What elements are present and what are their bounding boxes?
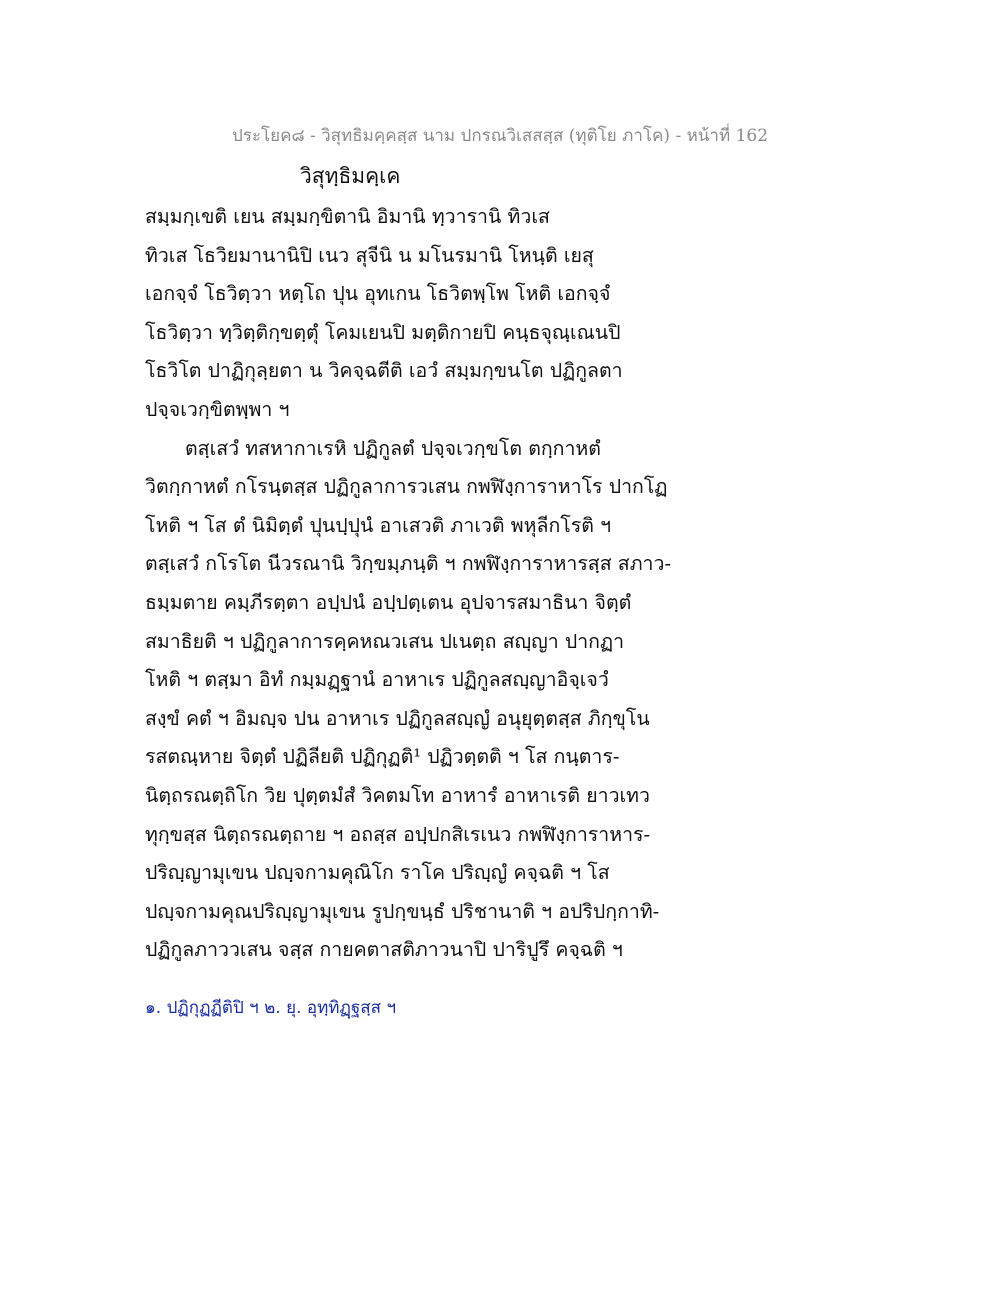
text-line: สมฺมกฺเขติ เยน สมฺมกฺขิตานิ อิมานิ ทฺวารานิ ทิวเส: [145, 205, 550, 228]
text-line: ทุกฺขสฺส นิตฺถรณตฺถาย ฯ อถสฺส อปฺปกสิเรเนว กพฬิงฺการาหาร-: [145, 822, 651, 846]
text-line: เอกจฺจํ โธวิตฺวา หตฺโถ ปุน อุทเกน โธวิตพฺโพ โหติ เอกจฺจํ: [145, 282, 611, 306]
text-line: ปฏิกูลภาววเสน จสฺส กายคตาสติภาวนาปิ ปาริปูรึ คจฺฉติ ฯ: [145, 938, 623, 962]
paragraph-1: [145, 198, 705, 430]
text-line: โธวิโต ปาฏิกุลฺยตา น วิคจฺฉตีติ เอวํ สมฺมกฺขนโต ปฏิกูลตา: [145, 359, 623, 383]
text-line: วิตกฺกาหตํ กโรนฺตสฺส ปฏิกูลาการวเสน กพฬิงฺการาหาโร ปากโฏ: [145, 475, 668, 499]
text-line: ตสฺเสวํ กโรโต นีวรณานิ วิกฺขมฺภนฺติ ฯ กพฬิงฺการาหารสฺส สภาว-: [145, 552, 672, 576]
footnote: ๑. ปฏิกุฏฏีติปิ ฯ ๒. ยุ. อุทฺทิฏฺฐสฺส ฯ: [145, 998, 397, 1018]
text-line: ทิวเส โธวิยมานานิปิ เนว สุจีนิ น มโนรมานิ โหนฺติ เยสุ: [145, 243, 594, 267]
section-title: วิสุทฺธิมคฺเค: [300, 164, 401, 188]
text-line: ธมฺมตาย คมฺภีรตฺตา อปฺปนํ อปฺปตฺเตน อุปจารสมาธินา จิตฺตํ: [145, 590, 632, 614]
text-line: ปญฺจกามคุณปริญฺญามุเขน รูปกฺขนฺธํ ปริชานาติ ฯ อปริปกฺกาทิ-: [145, 899, 660, 923]
page-header: ประโยค๘ - วิสุทธิมคฺคสฺส นาม ปกรณวิเสสสฺส (ทุติโย ภาโค) - หน้าที่ 162: [231, 126, 769, 146]
text-line: สมาธิยติ ฯ ปฏิกูลาการคฺคหณวเสน ปเนตฺถ สญฺญา ปากฏา: [145, 629, 625, 653]
text-line: รสตณฺหาย จิตฺตํ ปฏิลียติ ปฏิกุฏติ¹ ปฏิวตฺตติ ฯ โส กนฺตาร-: [145, 745, 620, 769]
text-line: สงฺขํ คตํ ฯ อิมญฺจ ปน อาหาเร ปฏิกูลสญฺญํ อนุยุตฺตสฺส ภิกฺขุโน: [145, 706, 650, 730]
text-line: โหติ ฯ ตสฺมา อิทํ กมฺมฏฺฐานํ อาหาเร ปฏิกูลสญฺญาอิจฺเจวํ: [145, 668, 609, 692]
text-line: ตสฺเสวํ ทสหากาเรหิ ปฏิกูลตํ ปจฺจเวกฺขโต ตกฺกาหตํ: [185, 436, 601, 460]
text-line: โธวิตฺวา ทฺวิตฺติกฺขตฺตุํ โคมเยนปิ มตฺติกายปิ คนฺธจุณฺเณนปิ: [145, 320, 621, 344]
text-line: ปจฺจเวกฺขิตพฺพา ฯ: [145, 397, 290, 421]
paragraph-2: [145, 430, 705, 970]
body-text: [145, 198, 705, 970]
text-line: โหติ ฯ โส ตํ นิมิตฺตํ ปุนปฺปุนํ อาเสวติ ภาเวติ พหุลีกโรติ ฯ: [145, 513, 612, 537]
text-line: นิตฺถรณตฺถิโก วิย ปุตฺตมํสํ วิคตมโท อาหารํ อาหาเรติ ยาวเทว: [145, 783, 650, 807]
text-line: ปริญฺญามุเขน ปญฺจกามคุณิโก ราโค ปริญฺญํ คจฺฉติ ฯ โส: [145, 861, 610, 885]
